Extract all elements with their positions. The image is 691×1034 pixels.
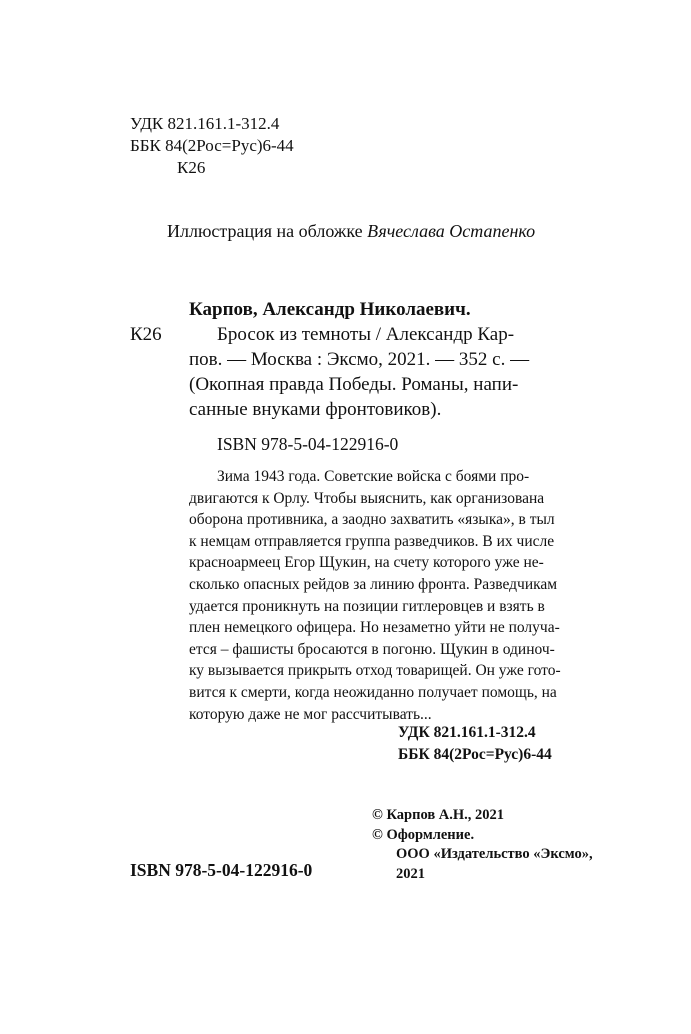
- annotation-line: Зима 1943 года. Советские войска с боями про-: [217, 468, 530, 485]
- header-codes: [130, 113, 390, 179]
- annotation-line: вится к смерти, когда неожиданно получает помощь, на: [189, 683, 557, 701]
- description-word: Эксмо,: [326, 349, 383, 370]
- description-word: Победы.: [328, 374, 397, 395]
- description-word: Москва: [250, 349, 313, 370]
- bbk-code: ББК 84(2Рос=Рус)6-44: [130, 136, 294, 155]
- annotation-line: к немцам отправляется группа разведчиков. В их числе: [189, 532, 555, 550]
- annotation: [189, 466, 600, 725]
- copyright-author: © Карпов А.Н., 2021: [372, 807, 505, 823]
- copyright-block: [372, 806, 593, 884]
- description-word: санные внуками фронтовиков).: [189, 399, 442, 420]
- record-author-mark: К26: [130, 324, 162, 345]
- description-line-2: [189, 347, 600, 372]
- author-heading: Карпов, Александр Николаевич.: [189, 299, 471, 320]
- annotation-line: сколько опасных рейдов за линию фронта. Разведчикам: [189, 575, 558, 593]
- annotation-line: красноармеец Егор Щукин, на счету которого уже не-: [189, 554, 544, 572]
- footer-codes: [398, 722, 552, 766]
- annotation-line: удается проникнуть на позиции гитлеровцев и взять в: [189, 597, 545, 615]
- description-line-1: [189, 322, 600, 347]
- footer-bbk-code: ББК 84(2Рос=Рус)6-44: [398, 746, 552, 763]
- description-word: /: [375, 324, 382, 345]
- description-word: 352: [458, 349, 488, 370]
- illustration-credit: [167, 219, 535, 243]
- description-line-4: [189, 397, 600, 422]
- description-word: правда: [269, 374, 324, 395]
- author-mark: К26: [177, 158, 206, 177]
- description-word: с.: [492, 349, 506, 370]
- copyright-design: © Оформление.: [372, 826, 475, 843]
- footer-udk-code: УДК 821.161.1-312.4: [398, 724, 536, 741]
- annotation-line: оборона противника, а заодно захватить «языка», в тыл: [189, 511, 555, 529]
- copyright-year: 2021: [396, 865, 425, 882]
- description-word: (Окопная: [189, 374, 265, 395]
- description-word: Кар-: [477, 324, 515, 345]
- description-word: напи-: [473, 374, 519, 395]
- annotation-line: ется – фашисты бросаются в погоню. Щукин в одиноч-: [189, 640, 555, 658]
- description-word: Романы,: [401, 374, 469, 395]
- illustration-credit-prefix: Иллюстрация на обложке: [167, 221, 363, 241]
- description-line-3: [189, 372, 600, 397]
- annotation-line: двигаются к Орлу. Чтобы выяснить, как организована: [189, 489, 545, 507]
- description-word: —: [510, 349, 530, 370]
- description-word: 2021.: [387, 349, 431, 370]
- record-isbn: ISBN 978-5-04-122916-0: [217, 434, 399, 454]
- bibliographic-description: [189, 322, 600, 422]
- description-word: Бросок: [217, 324, 275, 345]
- bottom-isbn: ISBN 978-5-04-122916-0: [130, 860, 313, 880]
- description-word: :: [316, 349, 323, 370]
- description-word: —: [435, 349, 455, 370]
- description-word: темноты: [301, 324, 371, 345]
- udk-code: УДК 821.161.1-312.4: [130, 114, 280, 133]
- copyright-publisher: ООО «Издательство «Эксмо»,: [396, 846, 593, 862]
- illustration-artist: Вячеслава Остапенко: [367, 221, 536, 241]
- description-word: из: [279, 324, 297, 345]
- annotation-line: которую даже не мог рассчитывать...: [189, 705, 432, 723]
- description-word: Александр: [385, 324, 473, 345]
- description-word: пов.: [189, 349, 223, 370]
- description-word: —: [227, 349, 247, 370]
- annotation-line: ку вызывается прикрыть отход товарищей. Он уже гото-: [189, 662, 561, 680]
- annotation-line: плен немецкого офицера. Но незаметно уйти не получа-: [189, 619, 560, 637]
